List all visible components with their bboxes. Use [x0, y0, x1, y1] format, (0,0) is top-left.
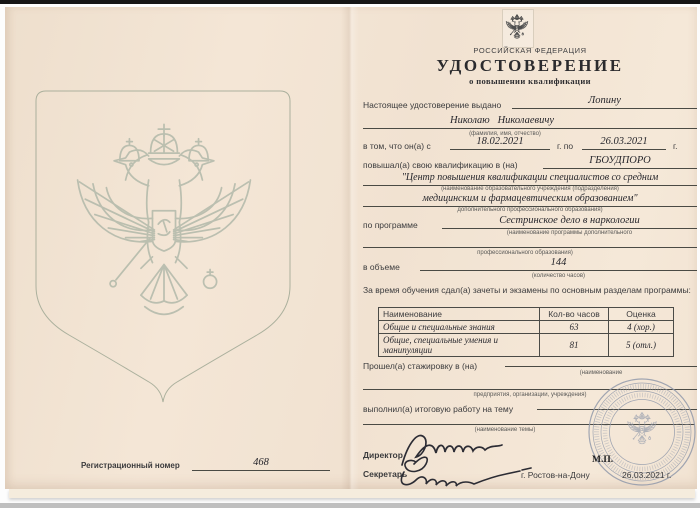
row-name: Общие, специальные умения и манипуляции — [379, 334, 540, 357]
table-row — [379, 321, 674, 334]
final-work-caption: (наименование темы) — [474, 427, 536, 433]
table-header-row — [379, 308, 674, 321]
issue-city: г. Ростов-на-Дону — [521, 470, 590, 480]
document-subtitle: о повышении квалификации — [469, 76, 591, 86]
row-hours: 81 — [540, 334, 609, 357]
program-label: по программе — [363, 220, 418, 230]
row-hours: 63 — [540, 321, 609, 334]
program-caption1: (наименование программы дополнительного — [506, 230, 633, 236]
coat-of-arms-icon — [505, 11, 529, 44]
date-to: 26.03.2021 — [582, 136, 666, 150]
row-name: Общие и специальные знания — [379, 321, 540, 334]
program-caption2: профессионального образования) — [477, 250, 573, 256]
registration-number-value: 468 — [192, 457, 330, 471]
blank-line — [363, 238, 697, 248]
row-grade: 5 (отл.) — [609, 334, 674, 357]
row-grade: 4 (хор.) — [609, 321, 674, 334]
internship-caption-top: (наименование — [579, 370, 623, 376]
exams-intro: За время обучения сдал(а) зачеты и экзамены по основным разделам программы: — [363, 285, 691, 295]
director-label: Директор — [363, 450, 403, 460]
col-header-hours: Кол-во часов — [540, 308, 609, 321]
program-value: Сестринское дело в наркологии — [442, 215, 697, 229]
volume-caption: (количество часов) — [531, 273, 586, 279]
name-caption: (фамилия, имя, отчество) — [469, 131, 541, 137]
col-header-grade: Оценка — [609, 308, 674, 321]
col-header-name: Наименование — [379, 308, 540, 321]
secretary-label: Секретарь — [363, 469, 408, 479]
institution-name-line2: медицинским и фармацевтическим образованием" — [363, 193, 697, 207]
final-work-label: выполнил(а) итоговую работу на тему — [363, 404, 514, 414]
seal-place-label: М.П. — [592, 455, 614, 465]
volume-label: в объеме — [363, 262, 400, 272]
center-fold-shadow — [341, 7, 359, 489]
issued-to-label: Настоящее удостоверение выдано — [363, 100, 502, 110]
recipient-surname: Лопину — [512, 95, 697, 109]
scan-edge-bottom — [0, 503, 700, 508]
table-row — [379, 334, 674, 357]
institution-caption1: (наименование образовательного учреждения (подразделения) — [441, 186, 619, 192]
qualification-label: повышал(а) свою квалификацию в (на) — [363, 160, 518, 170]
coat-of-arms-watermark-icon — [68, 122, 260, 334]
recipient-name-patronymic: Николаю Николаевичу — [363, 115, 697, 129]
period-mid: г. по — [557, 141, 574, 151]
scan-edge-top — [0, 0, 700, 4]
volume-value: 144 — [420, 257, 697, 271]
issue-date: 26.03.2021 г. — [622, 470, 672, 480]
institution-name-line1: "Центр повышения квалификации специалистов со средним — [363, 172, 697, 186]
document-title: УДОСТОВЕРЕНИЕ — [436, 56, 624, 75]
results-table — [378, 307, 674, 357]
page-under-edge — [9, 489, 695, 498]
institution-caption2: дополнительного профессионального образования) — [457, 207, 603, 213]
institution-abbr: ГБОУДПОРО — [543, 155, 697, 169]
registration-number-label: Регистрационный номер — [81, 461, 180, 470]
country-name: РОССИЙСКАЯ ФЕДЕРАЦИЯ — [473, 46, 587, 55]
period-suffix: г. — [673, 141, 678, 151]
date-from: 18.02.2021 — [450, 136, 550, 150]
secretary-signature-icon — [392, 452, 534, 492]
internship-label: Прошел(а) стажировку в (на) — [363, 361, 478, 371]
period-prefix: в том, что он(а) с — [363, 141, 431, 151]
internship-caption-bottom: предприятия, организации, учреждения) — [473, 392, 587, 398]
blank-line — [505, 356, 697, 367]
